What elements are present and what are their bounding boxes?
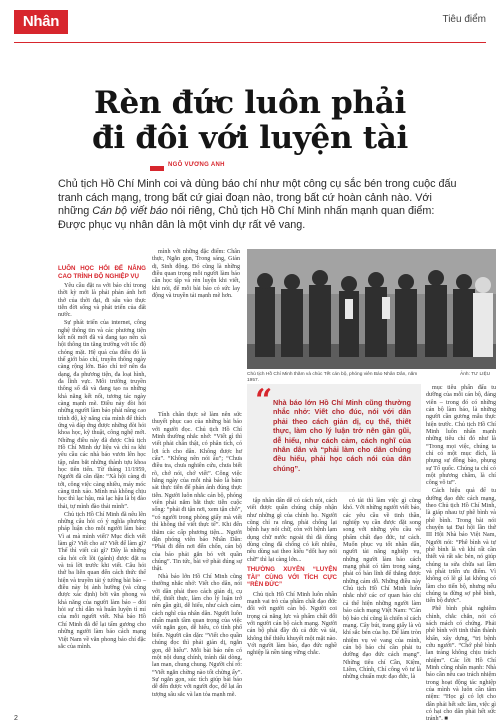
column-2-top (152, 249, 240, 337)
paragraph: mình với những đặc điểm: Chân thực, Ngắn gọn, Trong sáng, Giản dị, Sinh động. Đó cũng là những điều quan trọng mỗi người làm báo cần học tập và rèn luyện khi viết, khi nói, để mỗi bài báo có sức lay động và truyền tải mạnh mẽ hơn. (152, 249, 240, 300)
lead-text-2: nói riêng, Chủ tịch Hồ Chí Minh nhấn mạnh quan điểm: Được phục vụ nhân dân là một vinh dự rất vẻ vang. (58, 205, 435, 231)
lead-italic: Cán bộ viết báo (92, 205, 168, 218)
column-2-bottom (152, 412, 242, 717)
photo-credit: Ảnh: TƯ LIỆU (460, 372, 491, 377)
column-right (426, 385, 496, 723)
paragraph: Tính chân thực sẽ làm nên sức thuyết phục cao của những bài báo với người đọc. Chủ tịch Hồ Chí Minh thường nhắc nhở: “Viết gì thì viết phải chân thật, có phân tích, có lợi ích cho dân. Không được hư cấu”. “Không nên nói ẩu”; “Chưa điều tra, chưa nghiên cứu, chưa biết rõ, chớ nói, chớ viết”. Công việc hằng ngày của mỗi nhà báo là bám sát thực tiễn để phản ánh đúng thực tiễn. Người luôn nhắc cán bộ, phóng viên phải nắm bắt thực tiễn cuộc sống: “phải đi tận nơi, xem tận chỗ”, “có người trong phòng giấy mà viết thì không thể viết thực tế”. Khi đến thăm các cấp phương tiện... Người dặn phóng viên báo Nhân Dân: “Phải đi đến nơi đến chốn, cán bộ của báo phải gắn bó với quần chúng”. Tin tức, bài vở phải đúng sự thật. (152, 412, 242, 573)
paragraph: Nhà báo lớn Hồ Chí Minh cũng thường nhắc nhở: Viết cho dân, nói với dân phải theo cách giản dị, cụ thể, thiết thực, làm cho lý luận trở nên gần gũi, dễ hiểu, như cách cảm, cách nghĩ của nhân dân. Người luôn nhấn mạnh tầm quan trọng của việc viết ngắn gọn, dễ hiểu, có tính phổ biến. Người căn dặn: “Viết cho quần chúng đọc thì phải giản dị, ngắn gọn, dễ hiểu”. Mỗi bài báo nên có một nội dung chính, tránh dài dòng, lan man, chung chung. Người chỉ rõ: “Viết ngắn chừng nào tốt chừng ấy”. Sự ngắn gọn, súc tích giúp bài báo dễ đến được với người đọc, để lại ấn tượng sâu sắc và lan tỏa mạnh mẽ. (152, 574, 242, 698)
column-4 (343, 498, 421, 717)
page-number: 2 (14, 715, 18, 722)
section-heading-1: LUÔN HỌC HỎI ĐỂ NÂNG CAO TRÌNH ĐỘ NGHIỆP VỤ (58, 265, 146, 280)
article-lead (58, 178, 458, 232)
paragraph: Sự phát triển của internet, công nghệ thông tin và các phương tiện kết nối mới đã và đang tạo nên xã hội thông tin tăng trưởng với tốc độ chóng mặt. Hệ quả của điều đó là thế giới báo chí, truyền thông ngày càng rộng lớn. Báo chí trở nên đa dạng, đa phương tiện, đa loại hình, đa lĩnh vực. Môi trường truyền thông số đã và đang tạo ra những khả năng kết nối, tương tác ngày càng mạnh mẽ. Điều này đòi hỏi những người làm báo phải nâng cao trình độ, kỹ năng của mình để thích ứng và đáp ứng được những đòi hỏi khoa học, kỹ thuật, công nghệ mới. Những điều này đã được Chủ tịch Hồ Chí Minh dự liệu và chỉ ra khi yêu cầu các nhà báo vươn lên học tập, nắm bắt những thành tựu khoa học tiên tiến. Từ tháng 11/1959, Người đã căn dặn: “Xã hội càng đi tới, công việc càng nhiều, máy móc càng tinh xảo. Mình mà không chịu học thì lạc hậu, mà lạc hậu là bị đào thải, tự mình đào thải mình”. (58, 320, 146, 510)
section-rubric: Tiêu điểm (442, 14, 486, 25)
article-title (14, 86, 486, 156)
photo-illustration (247, 249, 496, 369)
lead-text-1: Chủ tịch Hồ Chí Minh coi và dùng báo chí như một công cụ sắc bén trong cuộc đấu tranh cách mạng, trong bất cứ giai đoạn nào, trong bất cứ hoàn cảnh nào. Với những (58, 178, 457, 218)
column-3 (247, 498, 337, 717)
article-photo[interactable] (247, 249, 496, 369)
newspaper-logo[interactable]: Nhân Dân (14, 10, 68, 34)
paragraph: mục tiêu phấn đấu tu dưỡng của mỗi cán bộ, đảng viên – trong đó có những cán bộ làm báo, là những người cần gương mẫu thực hiện trước. Chủ tịch Hồ Chí Minh luôn nhấn mạnh những tiêu chí đó như là “Trong mọi việc, chúng ta chỉ có một mục đích, là phụng sự đồng bào, phụng sự Tổ quốc. Chúng ta chỉ có một phương châm, là chí công vô tư”. (426, 385, 496, 487)
title-line-2: đi đôi với luyện tài (92, 120, 408, 156)
quote-icon: “ (255, 383, 273, 418)
header-divider (14, 42, 486, 43)
paragraph: có tài thì làm việc gì cũng khó. Với những người viết báo, các yêu cầu về tinh thần, nghiệp vụ cần được đặt song song với những yêu cầu về phẩm chất đạo đức, tư cách. Muốn phục vụ tốt nhân dân, người tài năng nghiệp vụ, những người làm báo cách mạng phải có tâm trong sáng, phải có bản lĩnh để thẳng được những cám dỗ. Những điều này Chủ tịch Hồ Chí Minh luôn nhắc nhở các cơ quan báo chí cả thể hiện những người làm báo cách mạng Việt Nam: “Cán bộ báo chí cũng là chiến sĩ cách mạng. Cây bút, trang giấy là vũ khí sắc bén của họ. Để làm tròn nhiệm vụ vẻ vang của mình, cán bộ báo chí cần phải tu dưỡng đạo đức cách mạng”. Những tiêu chí Cần, Kiệm, Liêm, Chính, Chí công vô tư là những chuẩn mực đạo đức, là (343, 498, 421, 681)
title-line-1: Rèn đức luôn phải (94, 85, 406, 121)
page-header (0, 0, 500, 64)
paragraph: Chủ tịch Hồ Chí Minh đã nêu lên những câu hỏi có ý nghĩa phương pháp luận cho mỗi người làm báo: Vì ai mà mình viết? Mục đích viết làm gì? Viết cho ai? Viết để làm gì? Thế thì viết cái gì? Đây là những câu hỏi cốt lõi (gánh) được đặt ra và trả lời trước khi viết. Câu hỏi thứ ba liên quan đến cách thức thể hiện và truyền tải ý tưởng bài báo – điều này bị ảnh hưởng (và cũng được xác định) bởi văn phong và khả năng của người làm báo – đòi hỏi sự chỉ dẫn và huấn luyện tỉ mỉ của mỗi người viết. Nhà báo Hồ Chí Minh đã để lại tấm gương cho những người làm báo cách mạng Việt Nam về văn phong báo chí đặc sắc của mình. (58, 511, 146, 650)
pull-quote (247, 384, 421, 492)
byline: NGÔ VƯƠNG ANH (168, 162, 225, 168)
paragraph: Phê bình phải nghiêm chỉnh, chắc chắn, nói có sách mách có chứng. Phải phê bình với tinh thần thành khẩn, xây dựng, “trị bệnh cứu người”. “Chớ phê bình lan tràng không chịu trách nhiệm”. Các lời Hồ Chí Minh cũng nhấn mạnh: Nhà báo cần nêu cao trách nhiệm trong hoạt động tác nghiệp của mình và luôn cần tâm niệm: “Học gì có lợi cho dân phải hết sức làm, việc gì có hại cho dân phải hết sức tránh”. ■ (426, 606, 496, 723)
paragraph: tập nhân dân dễ có cách nói, cách viết được quần chúng chấp nhận như những gì của chính họ. Người cũng chỉ ra rằng, phải chống lại bệnh hay nói chữ, còn với bệnh lạm dụng chữ nước ngoài thì đã dùng dùng cũng đã chống có kết nhiều, nêu dùng sai theo kiểu “dốt hay nói chữ” thì lại càng lớn... (247, 498, 337, 563)
pull-quote-text: Nhà báo lớn Hồ Chí Minh cũng thường nhắc nhở: Viết cho đúc, nói với dân phải theo cách giản dị, cụ thể, thiết thực, làm cho lý luận trở nên gần gũi, dễ hiểu, như cách cảm, cách nghĩ của nhân dân và “phải làm cho dân chúng đều hiểu, phải học cách nói của dân chúng”. (273, 398, 411, 473)
column-1 (58, 265, 146, 717)
section-heading-2: THƯỜNG XUYÊN “LUYỆN TÀI” CÙNG VỚI TÍCH CỰC “RÈN ĐỨC” (247, 566, 337, 589)
byline-marker (150, 166, 164, 171)
paragraph: Yêu cầu đặt ra với báo chí trong thời kỳ mới là phải phản ánh hơi thở của thời đại, đi sâu vào thực tiễn đời sống và phát triển của đất nước. (58, 283, 146, 319)
paragraph: Chủ tịch Hồ Chí Minh luôn nhấn mạnh vai trò của phẩm chất đạo đức đối với người cán bộ. Người coi trọng cả năng lực và phẩm chất đối với người cán bộ cách mạng. Người cán bộ phải đầy đủ cả đức và tài, không thể thiếu khuyết một mặt nào. Với người làm báo, đạo đức nghề nghiệp là nền tảng vững chắc. (247, 591, 337, 657)
paragraph: Cách hiệu quả để tu dưỡng đạo đức cách mạng, theo Chủ tịch Hồ Chí Minh, là giáp nhau tự phê bình và phê bình. Trong bài nói chuyện tại Đại hội lần thứ III Hội Nhà báo Việt Nam, Người nói: “Phê bình và tự phê bình là vũ khí rất cần thiết và rất sắc bén, nó giúp chúng ta sửa chữa sai lầm và phát triển ưu điểm. Vì không có lẽ gì lại không có làm cho tiến bộ, nhưng nếu chúng ta đừng sợ phê bình, tiến bộ được”. (426, 488, 496, 605)
photo-caption: Chủ tịch Hồ Chí Minh thăm và chúc Tết cán bộ, phóng viên Báo Nhân Dân, năm 1957. (247, 372, 418, 383)
